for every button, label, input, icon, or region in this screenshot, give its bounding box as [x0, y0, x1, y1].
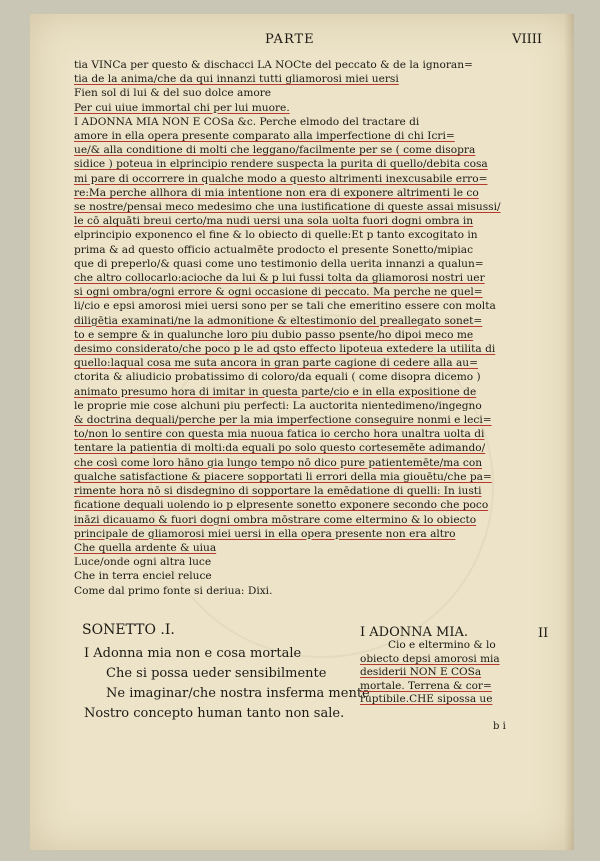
- sonnet-verses: [84, 644, 374, 724]
- page-edge-shadow: [564, 14, 574, 850]
- text-line: le cō alquāti breui certo/ma nudi uersi una sola uolta fuori dogni ombra in: [74, 215, 474, 228]
- text-line: tia de la anima/che da qui innanzi tutti gliamorosi miei uersi: [74, 73, 399, 86]
- text-line: si ogni ombra/ogni errore & ogni occasione di peccato. Ma perche ne quel=: [74, 286, 483, 299]
- text-line: que di preperlo/& quasi come uno testimonio della uerita innanzi a qualun=: [74, 257, 484, 270]
- text-line: prima & ad questo officio actualmēte prodocto el presente Sonetto/mipiac: [74, 243, 474, 256]
- manuscript-page: [30, 14, 574, 850]
- text-line: Luce/onde ogni altra luce: [74, 556, 212, 569]
- sonnet-line: Che si possa ueder sensibilmente: [106, 666, 327, 681]
- text-line: to e sempre & in qualunche loro piu dubio passo psente/ho dipoi meco me: [74, 328, 474, 341]
- gloss-line: Cio e eltermino & lo: [388, 639, 496, 652]
- text-line: che altro collocarlo:acioche da lui & p lui fussi tolta da gliamorosi nostri uer: [74, 272, 485, 285]
- text-line: Per cui uiue immortal chi per lui muore.: [74, 101, 290, 114]
- text-line: re:Ma perche allhora di mia intentione non era di exponere altrimenti le co: [74, 186, 479, 199]
- sonnet-line: Nostro concepto human tanto non sale.: [84, 706, 345, 721]
- text-line: desimo considerato/che poco p le ad qsto effecto lipoteua extedere la utilita di: [74, 343, 496, 356]
- text-line: elprincipio exponenco el fine & lo obiecto di quelle:Et p tanto excogitato in: [74, 229, 478, 242]
- text-line: rimente hora nō si disdegnino di sopportare la emēdatione di quelli: In iusti: [74, 485, 482, 498]
- text-line: se nostre/pensai meco medesimo che una iustificatione di queste assai misussi/: [74, 201, 501, 214]
- text-line: qualche satisfactione & piacere sopportati li errori della mia giouētu/che pa=: [74, 470, 492, 483]
- commentary-text-block: [74, 58, 552, 598]
- gloss-line: mortale. Terrena & cor=: [360, 679, 492, 692]
- text-line: che così come loro hāno gia lungo tempo nō dico pure patientemēte/ma con: [74, 456, 483, 469]
- gloss-line: desiderii NON E COSa: [360, 666, 482, 679]
- text-line: mi pare di occorrere in qualche modo a questo altrimenti inexcusabile erro=: [74, 172, 488, 185]
- text-line: li/cio e epsi amorosi miei uersi sono per se tali che emeritino essere con molta: [74, 300, 496, 313]
- gloss-line: obiecto depsi amorosi mia: [360, 652, 500, 665]
- text-line: amore in ella opera presente comparato alla imperfectione di chi Icri=: [74, 130, 455, 143]
- signature-mark: b i: [493, 721, 506, 732]
- text-line: diligētia examinati/ne la admonitione & eltestimonio del preallegato sonet=: [74, 314, 483, 327]
- text-line: principale de gliamorosi miei uersi in ella opera presente non era altro: [74, 527, 456, 540]
- gloss-line: ruptibile.CHE sipossa ue: [360, 693, 493, 706]
- text-line: ināzi dicauamo & fuori dogni ombra mōstrare come eltermino & lo obiecto: [74, 513, 477, 526]
- gloss-column: [360, 626, 535, 706]
- margin-number: II: [538, 626, 549, 641]
- running-title: PARTE: [265, 32, 315, 47]
- folio-number: VIIII: [512, 32, 542, 47]
- sonnet-line: Ne imaginar/che nostra insferma mente: [106, 686, 370, 701]
- gloss-lines: [360, 639, 535, 706]
- text-line: to/non lo sentire con questa mia nuoua fatica io cercho hora unaltra uolta di: [74, 428, 485, 441]
- text-line: I ADONNA MIA NON E COSa &c. Perche elmodo del tractare di: [74, 115, 420, 128]
- sonnet-heading: SONETTO .I.: [82, 622, 175, 638]
- text-line: tentare la patientia di molti:da equali po solo questo cortesemēte adimando/: [74, 442, 486, 455]
- text-line: Che quella ardente & uiua: [74, 541, 217, 554]
- text-line: animato presumo hora di imitar in questa parte/cio e in ella expositione de: [74, 385, 477, 398]
- text-line: Fien sol di lui & del suo dolce amore: [74, 87, 272, 100]
- text-line: Come dal primo fonte si deriua: Dixi.: [74, 584, 273, 597]
- gloss-heading: I ADONNA MIA.: [360, 625, 468, 640]
- text-line: Che in terra enciel reluce: [74, 570, 212, 583]
- text-line: sidice ) poteua in elprincipio rendere suspecta la purita di quello/debita cosa: [74, 158, 488, 171]
- text-line: & doctrina dequali/perche per la mia imperfectione conseguire nonmi e leci=: [74, 414, 492, 427]
- text-line: le proprie mie cose alchuni piu perfecti: La auctorita nientedimeno/ingegno: [74, 399, 482, 412]
- text-line: tia VINCa per questo & dischacci LA NOCte del peccato & de la ignoran=: [74, 59, 473, 71]
- sonnet-line: I Adonna mia non e cosa mortale: [84, 646, 302, 661]
- text-line: ficatione dequali uolendo io p elpresente sonetto exponere secondo che poco: [74, 499, 489, 512]
- text-line: quello:laqual cosa me suta ancora in gran parte cagione di cedere alla au=: [74, 357, 479, 370]
- text-line: ue/& alla conditione di molti che leggano/facilmente per se ( come disopra: [74, 144, 476, 157]
- text-line: ctorita & aliudicio probatissimo di coloro/da equali ( come disopra dicemo ): [74, 371, 481, 384]
